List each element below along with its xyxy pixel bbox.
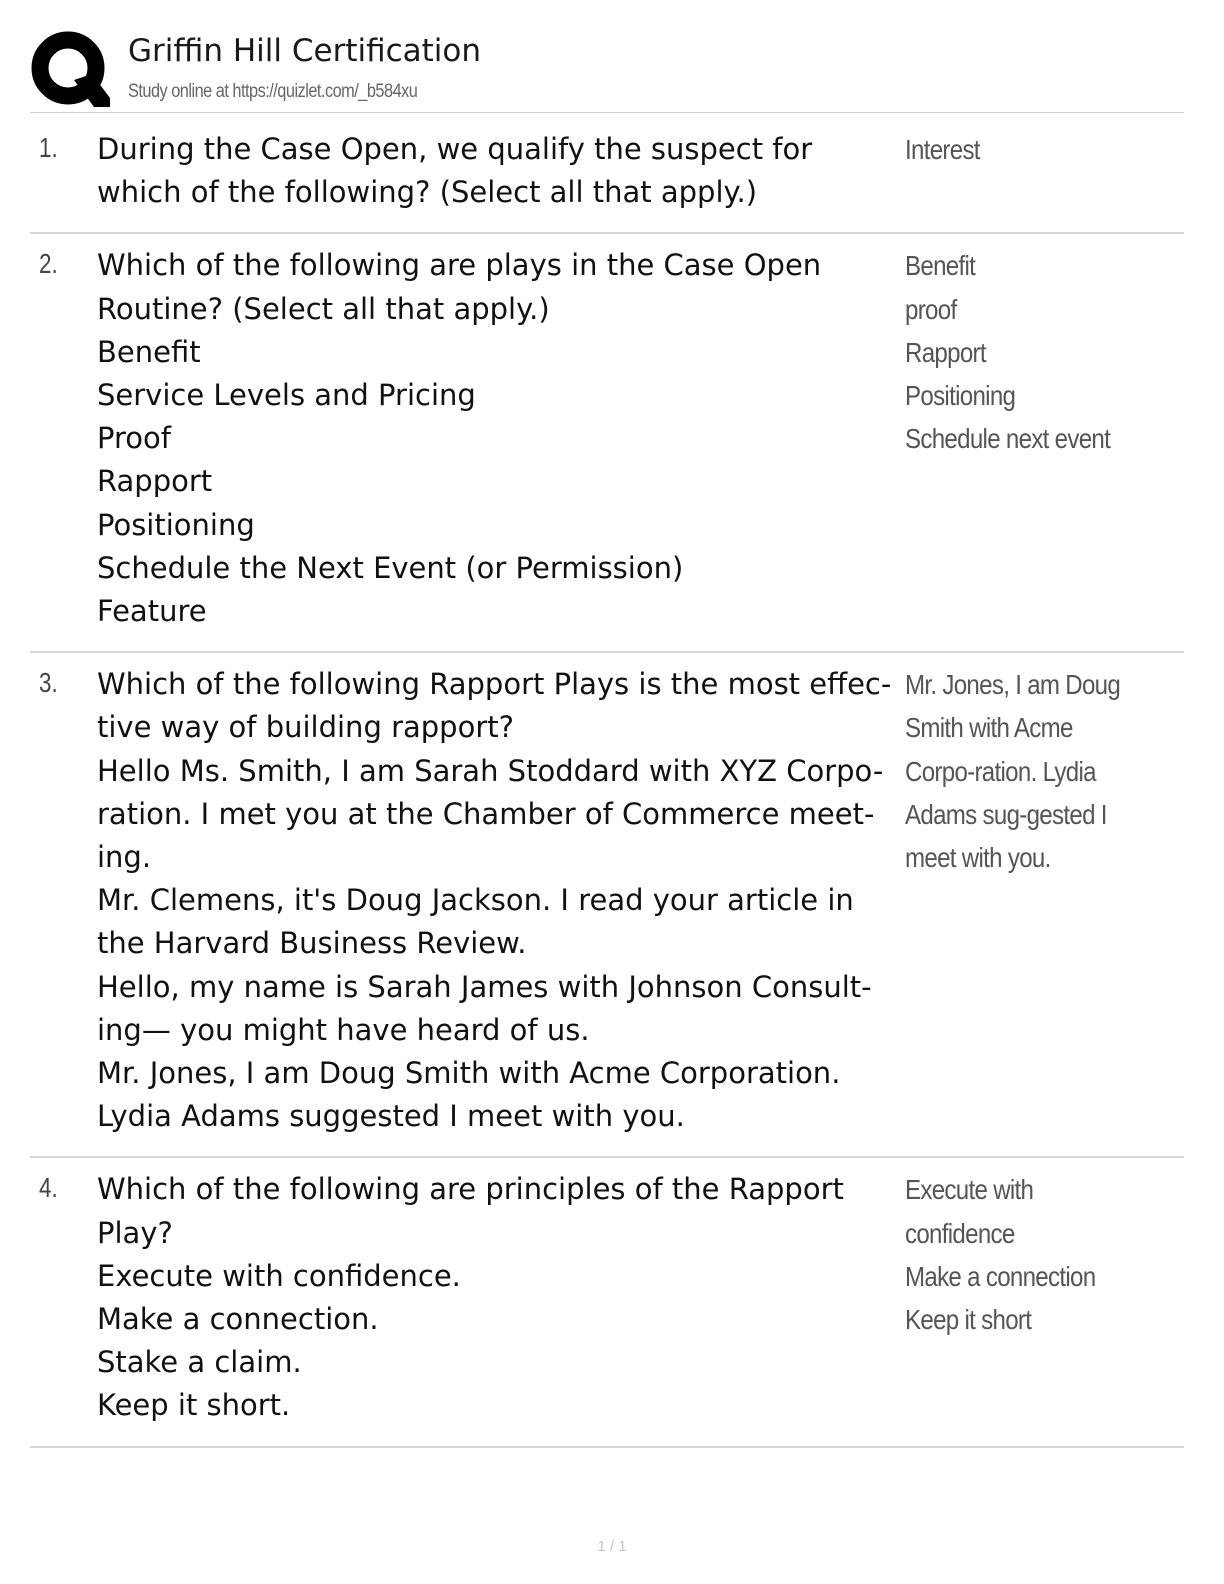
study-online-link[interactable]: Study online at https://quizlet.com/_b584xu (128, 81, 418, 102)
card-definition: Execute with confidence Make a connection Keep it short (905, 1174, 1096, 1336)
flashcard-list (30, 118, 1184, 1448)
flashcard (30, 118, 1184, 234)
flashcard (30, 653, 1184, 1158)
flashcard (30, 234, 1184, 653)
card-number: 1. (39, 132, 58, 163)
page-number: 1 / 1 (597, 1538, 627, 1555)
set-title: Griffin Hill Certification (128, 33, 482, 69)
card-term: Which of the following Rapport Plays is the most effec-tive way of building rapport? Hello Ms. Smith, I am Sarah Stoddard with XYZ Corpo-ration. I met you at the Chamber of Commerce meet-ing. Mr. Clemens, it's Doug Jackson. I read your article in the Harvard Business Review. Hello, my name is Sarah James with Johnson Consult-ing— you might have heard of us. Mr. Jones, I am Doug Smith with Acme Corporation. Lydia Adams suggested I meet with you. (97, 667, 892, 1134)
card-term: Which of the following are plays in the Case Open Routine? (Select all that apply.) Benefit Service Levels and Pricing Proof Rapport Positioning Schedule the Next Event (or Permission) Feature (97, 248, 822, 629)
card-number: 3. (39, 667, 58, 699)
quizlet-q-logo-icon (30, 30, 110, 110)
card-term: During the Case Open, we qualify the suspect for which of the following? (Select all that apply.) (97, 132, 822, 210)
card-definition: Benefit proof Rapport Positioning Schedule next event (905, 250, 1111, 455)
card-definition: Interest (905, 134, 980, 165)
header-divider (30, 112, 1184, 113)
page-header (30, 28, 1184, 114)
card-term: Which of the following are principles of the Rapport Play? Execute with confidence. Make a connection. Stake a claim. Keep it short. (97, 1172, 844, 1423)
card-number: 4. (39, 1172, 58, 1204)
flashcard (30, 1158, 1184, 1447)
card-number: 2. (39, 248, 58, 280)
card-definition: Mr. Jones, I am Doug Smith with Acme Corpo-ration. Lydia Adams sug-gested I meet with you. (905, 669, 1127, 874)
